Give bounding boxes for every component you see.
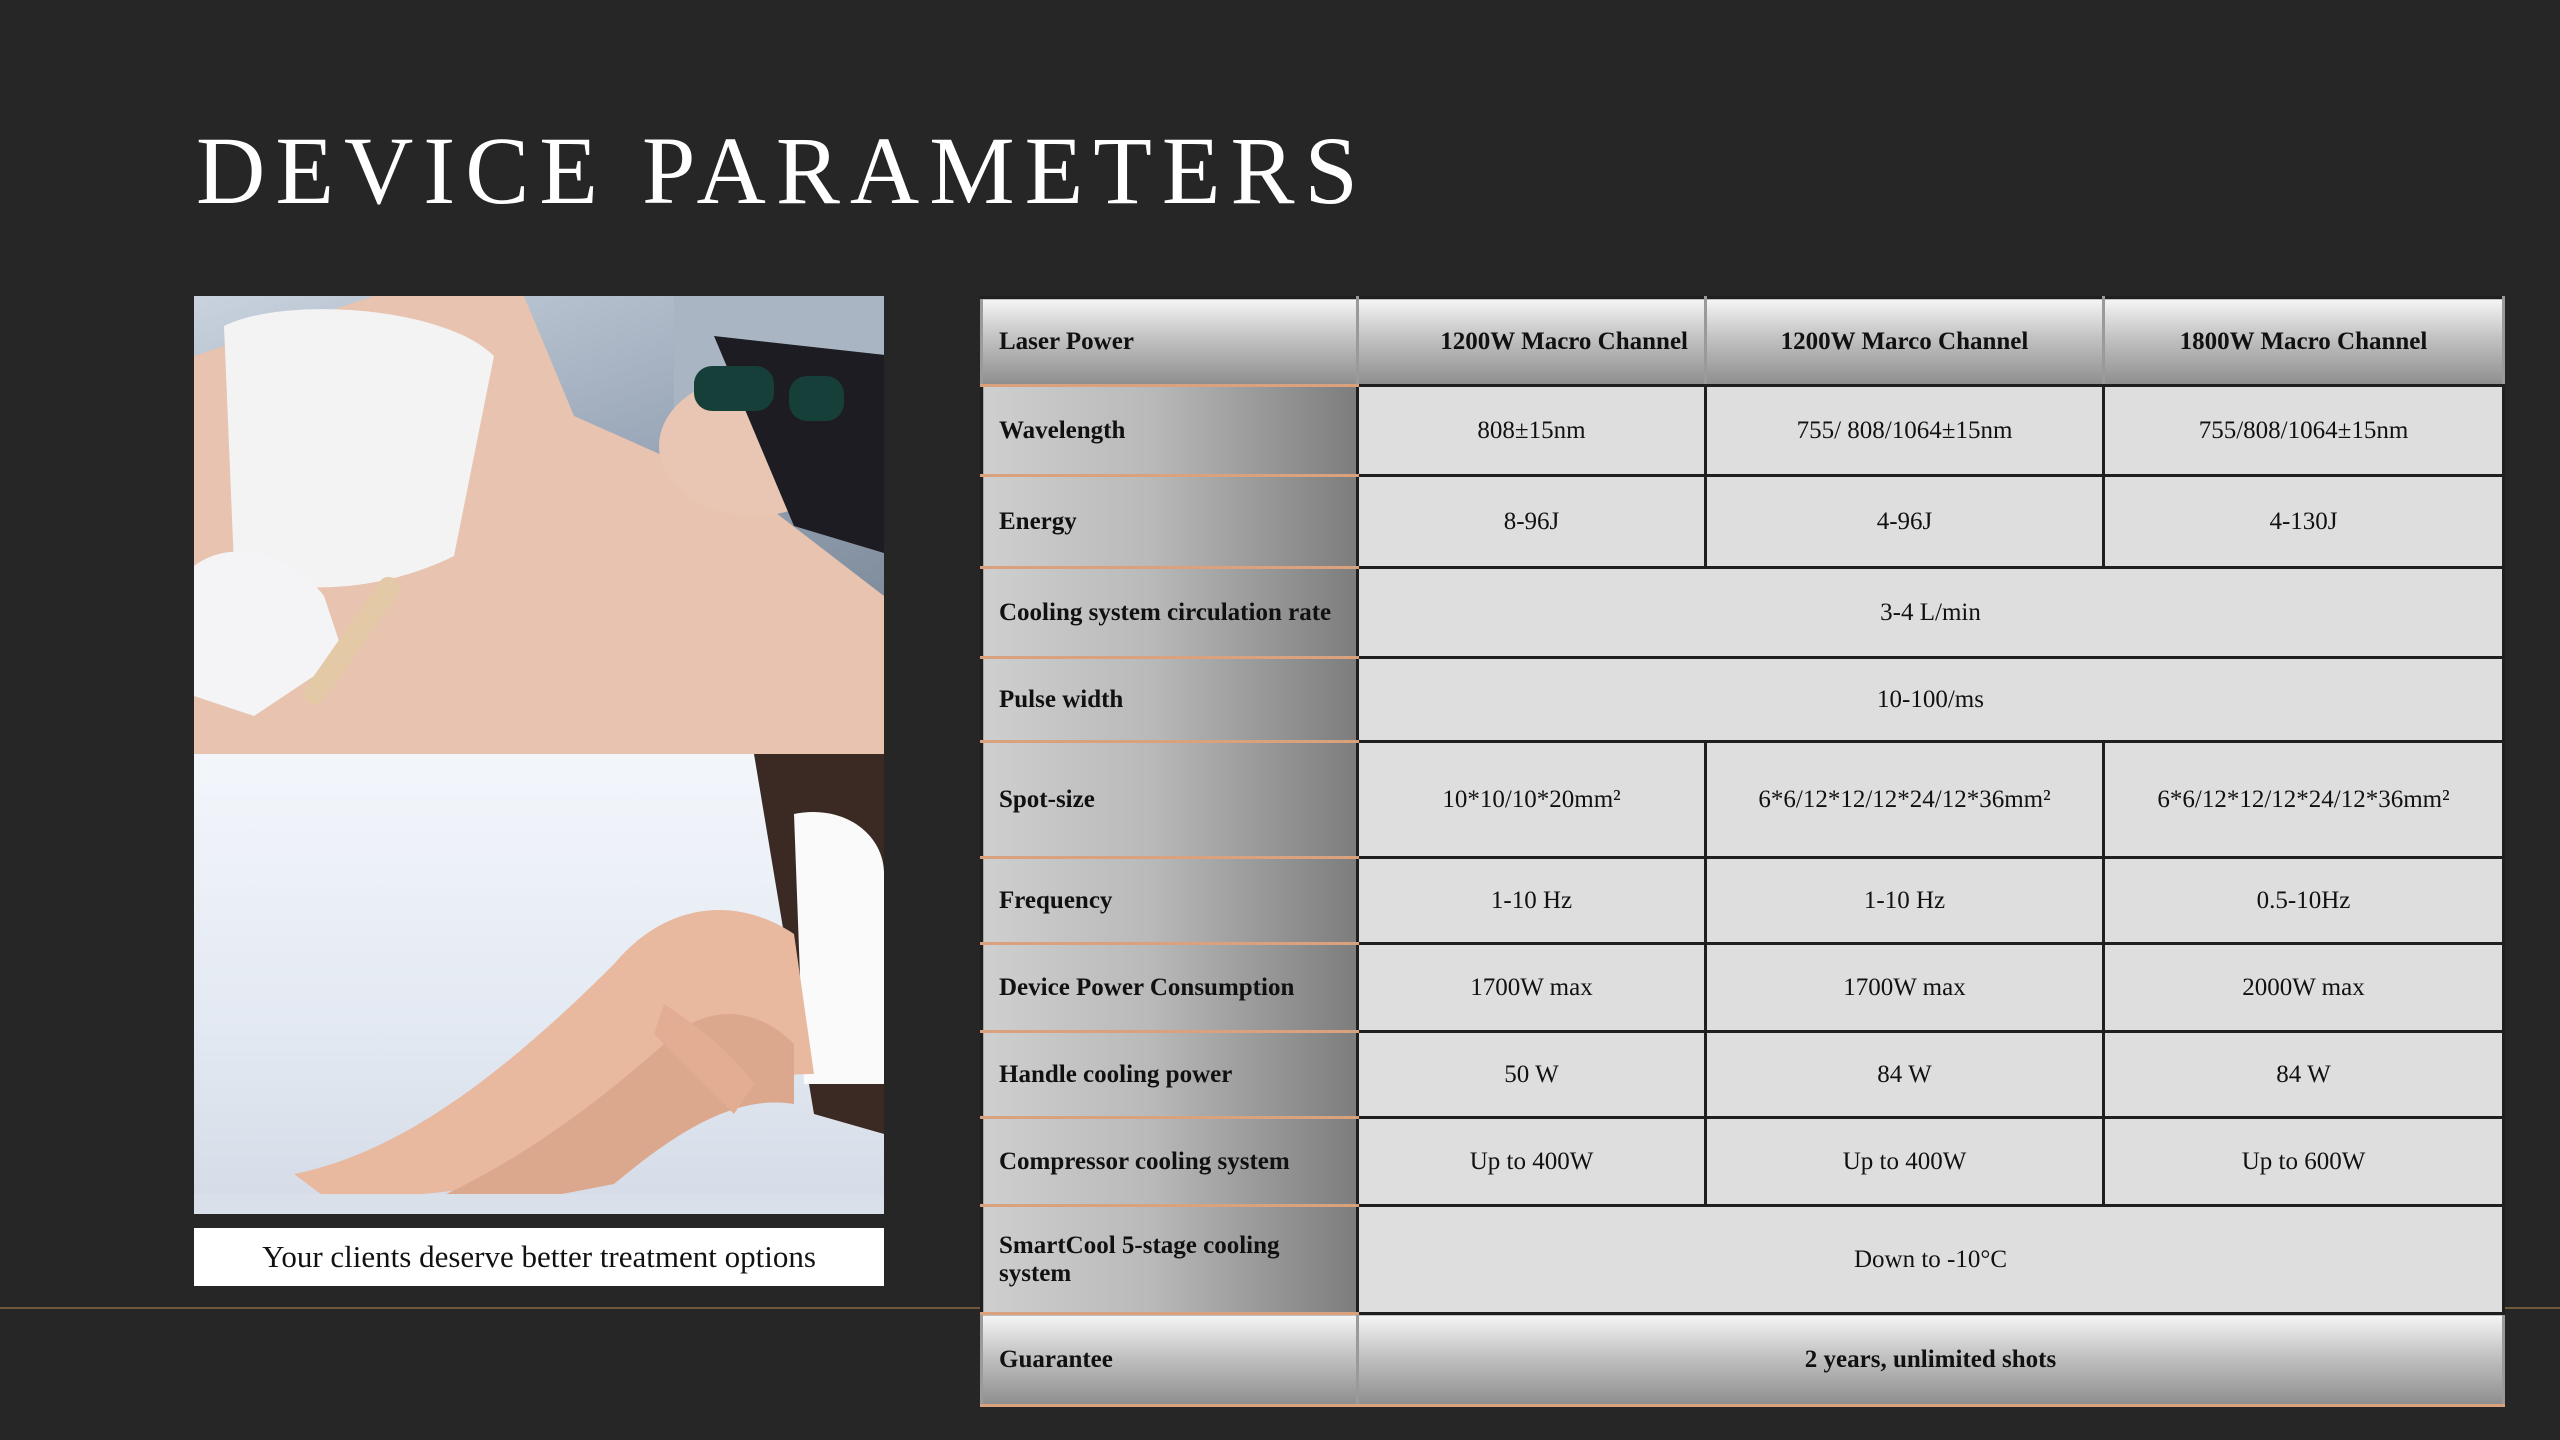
- cell: 1700W max: [1358, 944, 1706, 1032]
- smartcool-row: [982, 1206, 2504, 1314]
- cell: 3-4 L/min: [1358, 568, 2504, 658]
- cell: Down to -10°C: [1358, 1206, 2504, 1314]
- cell: 808±15nm: [1358, 386, 1706, 476]
- cell: 1-10 Hz: [1358, 858, 1706, 944]
- cell: 50 W: [1358, 1032, 1706, 1118]
- wavelength-row: [982, 386, 2504, 476]
- column-header-2: 1200W Marco Channel: [1706, 298, 2104, 386]
- guarantee-row: [982, 1314, 2504, 1406]
- spot-size-row: [982, 742, 2504, 858]
- cell: 10*10/10*20mm²: [1358, 742, 1706, 858]
- cell: Up to 400W: [1358, 1118, 1706, 1206]
- handle-cooling-row: [982, 1032, 2504, 1118]
- row-label: Spot-size: [982, 742, 1358, 858]
- row-label: Laser Power: [982, 298, 1358, 386]
- cell: 8-96J: [1358, 476, 1706, 568]
- row-label: Compressor cooling system: [982, 1118, 1358, 1206]
- column-header-3: 1800W Macro Channel: [2104, 298, 2504, 386]
- cell: 84 W: [2104, 1032, 2504, 1118]
- row-label: Energy: [982, 476, 1358, 568]
- row-label: Frequency: [982, 858, 1358, 944]
- cooling-rate-row: [982, 568, 2504, 658]
- smooth-legs-photo: [194, 754, 884, 1214]
- cell: 0.5-10Hz: [2104, 858, 2504, 944]
- cell: 6*6/12*12/12*24/12*36mm²: [1706, 742, 2104, 858]
- compressor-row: [982, 1118, 2504, 1206]
- cell: Up to 400W: [1706, 1118, 2104, 1206]
- cell: 84 W: [1706, 1032, 2104, 1118]
- cell: 10-100/ms: [1358, 658, 2504, 742]
- column-header-1: 1200W Macro Channel: [1358, 298, 1706, 386]
- row-label: Guarantee: [982, 1314, 1358, 1406]
- cell: 1-10 Hz: [1706, 858, 2104, 944]
- cell: 755/ 808/1064±15nm: [1706, 386, 2104, 476]
- caption: Your clients deserve better treatment options: [194, 1228, 884, 1286]
- row-label: Wavelength: [982, 386, 1358, 476]
- energy-row: [982, 476, 2504, 568]
- cell: 2 years, unlimited shots: [1358, 1314, 2504, 1406]
- pulse-width-row: [982, 658, 2504, 742]
- row-label: Cooling system circulation rate: [982, 568, 1358, 658]
- row-label: Pulse width: [982, 658, 1358, 742]
- cell: 4-96J: [1706, 476, 2104, 568]
- power-consumption-row: [982, 944, 2504, 1032]
- cell: 4-130J: [2104, 476, 2504, 568]
- device-parameters-table: [980, 296, 2505, 1407]
- cell: 6*6/12*12/12*24/12*36mm²: [2104, 742, 2504, 858]
- frequency-row: [982, 858, 2504, 944]
- row-label: Device Power Consumption: [982, 944, 1358, 1032]
- cell: 2000W max: [2104, 944, 2504, 1032]
- row-label: SmartCool 5-stage cooling system: [982, 1206, 1358, 1314]
- row-label: Handle cooling power: [982, 1032, 1358, 1118]
- page-title: DEVICE PARAMETERS: [196, 117, 1368, 224]
- cell: Up to 600W: [2104, 1118, 2504, 1206]
- cell: 1700W max: [1706, 944, 2104, 1032]
- laser-power-row: [982, 298, 2504, 386]
- laser-treatment-photo: [194, 296, 884, 754]
- cell: 755/808/1064±15nm: [2104, 386, 2504, 476]
